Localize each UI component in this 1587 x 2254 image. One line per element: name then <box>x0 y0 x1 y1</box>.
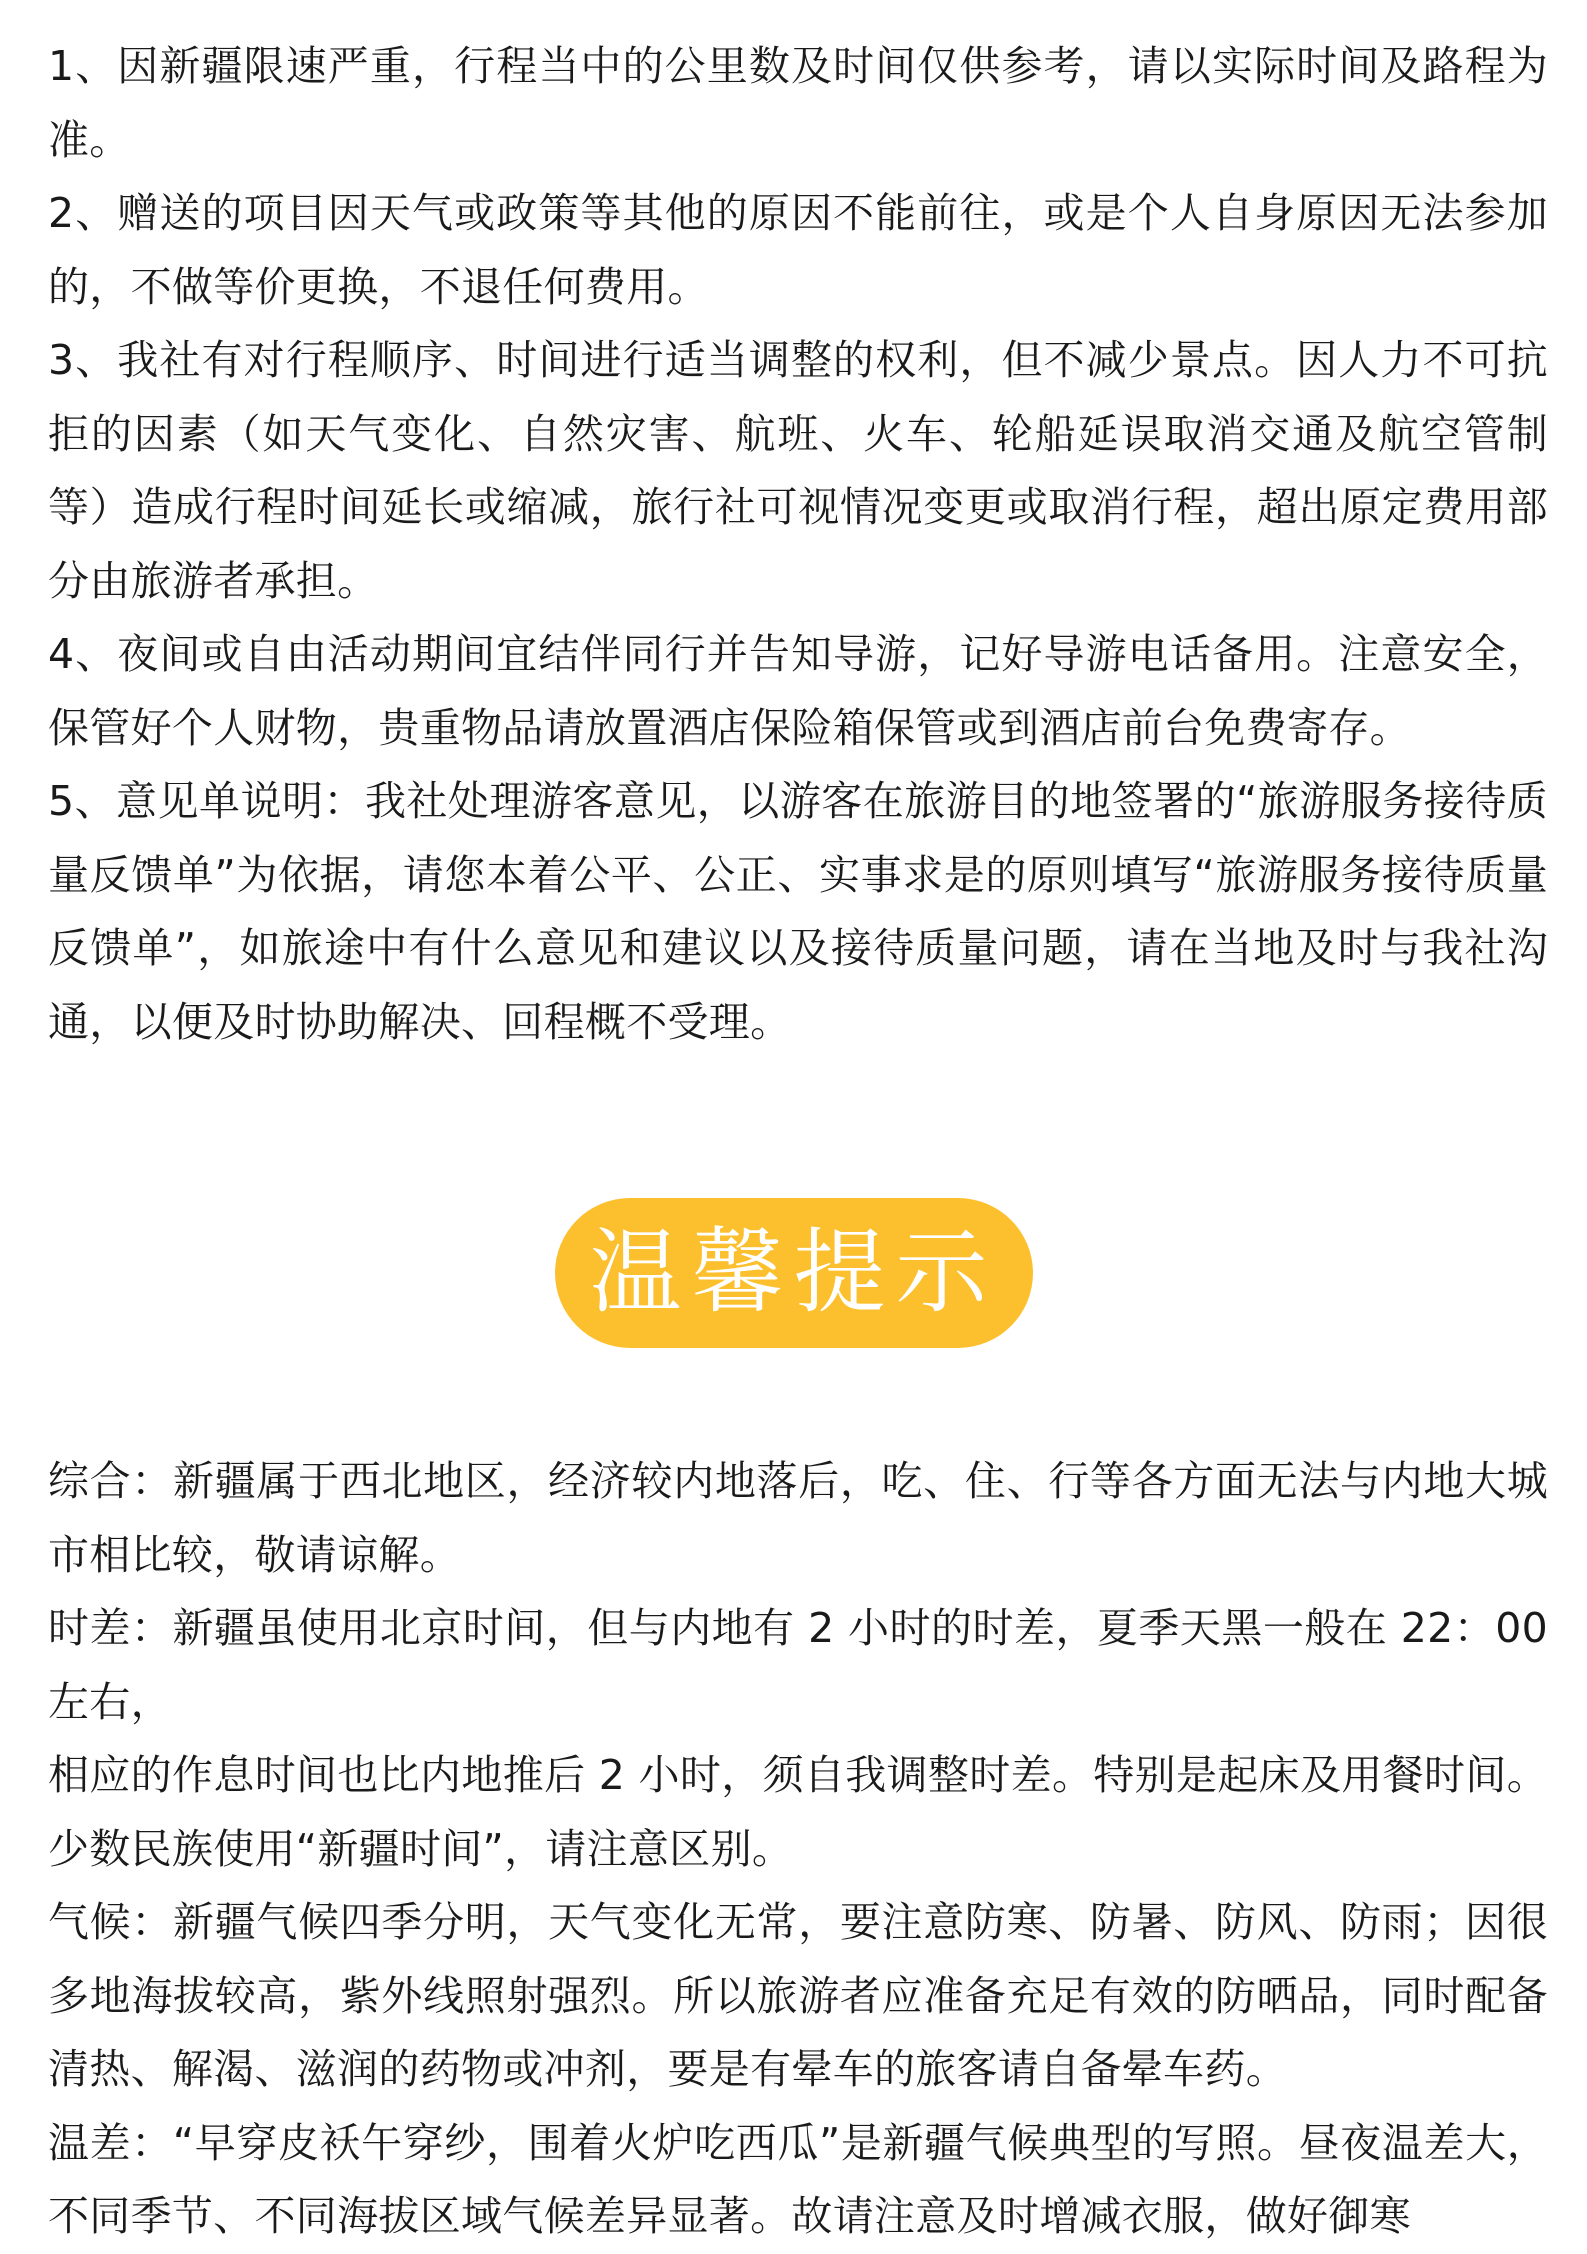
tips-section <box>48 1445 1548 2254</box>
note-item-3: 3、我社有对行程顺序、时间进行适当调整的权利，但不减少景点。因人力不可抗拒的因素（如天气变化、自然灾害、航班、火车、轮船延误取消交通及航空管制等）造成行程时间延长或缩减，旅行社可视情况变更或取消行程，超出原定费用部分由旅游者承担。 <box>48 336 1548 605</box>
note-item-4: 4、夜间或自由活动期间宜结伴同行并告知导游，记好导游电话备用。注意安全，保管好个人财物，贵重物品请放置酒店保险箱保管或到酒店前台免费寄存。 <box>48 630 1548 752</box>
tip-time-difference: 时差：新疆虽使用北京时间，但与内地有 2 小时的时差，夏季天黑一般在 22：00 左右， <box>48 1604 1548 1726</box>
notes-section <box>48 30 1548 1059</box>
tip-general: 综合：新疆属于西北地区，经济较内地落后，吃、住、行等各方面无法与内地大城市相比较，敬请谅解。 <box>48 1457 1548 1579</box>
tip-climate: 气候：新疆气候四季分明，天气变化无常，要注意防寒、防暑、防风、防雨；因很多地海拔较高，紫外线照射强烈。所以旅游者应准备充足有效的防晒品，同时配备清热、解渴、滋润的药物或冲剂，要是有晕车的旅客请自备晕车药。 <box>48 1898 1548 2093</box>
tip-temperature: 温差：“早穿皮袄午穿纱，围着火炉吃西瓜”是新疆气候典型的写照。昼夜温差大，不同季节、不同海拔区域气候差异显著。故请注意及时增减衣服，做好御寒 <box>48 2118 1548 2240</box>
note-item-1: 1、因新疆限速严重，行程当中的公里数及时间仅供参考，请以实际时间及路程为准。 <box>48 42 1548 164</box>
note-item-5: 5、意见单说明：我社处理游客意见，以游客在旅游目的地签署的“旅游服务接待质量反馈单”为依据，请您本着公平、公正、实事求是的原则填写“旅游服务接待质量反馈单”，如旅途中有什么意见和建议以及接待质量问题，请在当地及时与我社沟通，以便及时协助解决、回程概不受理。 <box>48 777 1548 1046</box>
section-banner <box>555 1198 1033 1348</box>
note-item-2: 2、赠送的项目因天气或政策等其他的原因不能前往，或是个人自身原因无法参加的，不做等价更换，不退任何费用。 <box>48 189 1548 311</box>
tip-schedule: 相应的作息时间也比内地推后 2 小时，须自我调整时差。特别是起床及用餐时间。少数民族使用“新疆时间”，请注意区别。 <box>48 1751 1548 1873</box>
banner-row <box>0 1198 1587 1348</box>
banner-title: 温馨提示 <box>589 1219 998 1326</box>
